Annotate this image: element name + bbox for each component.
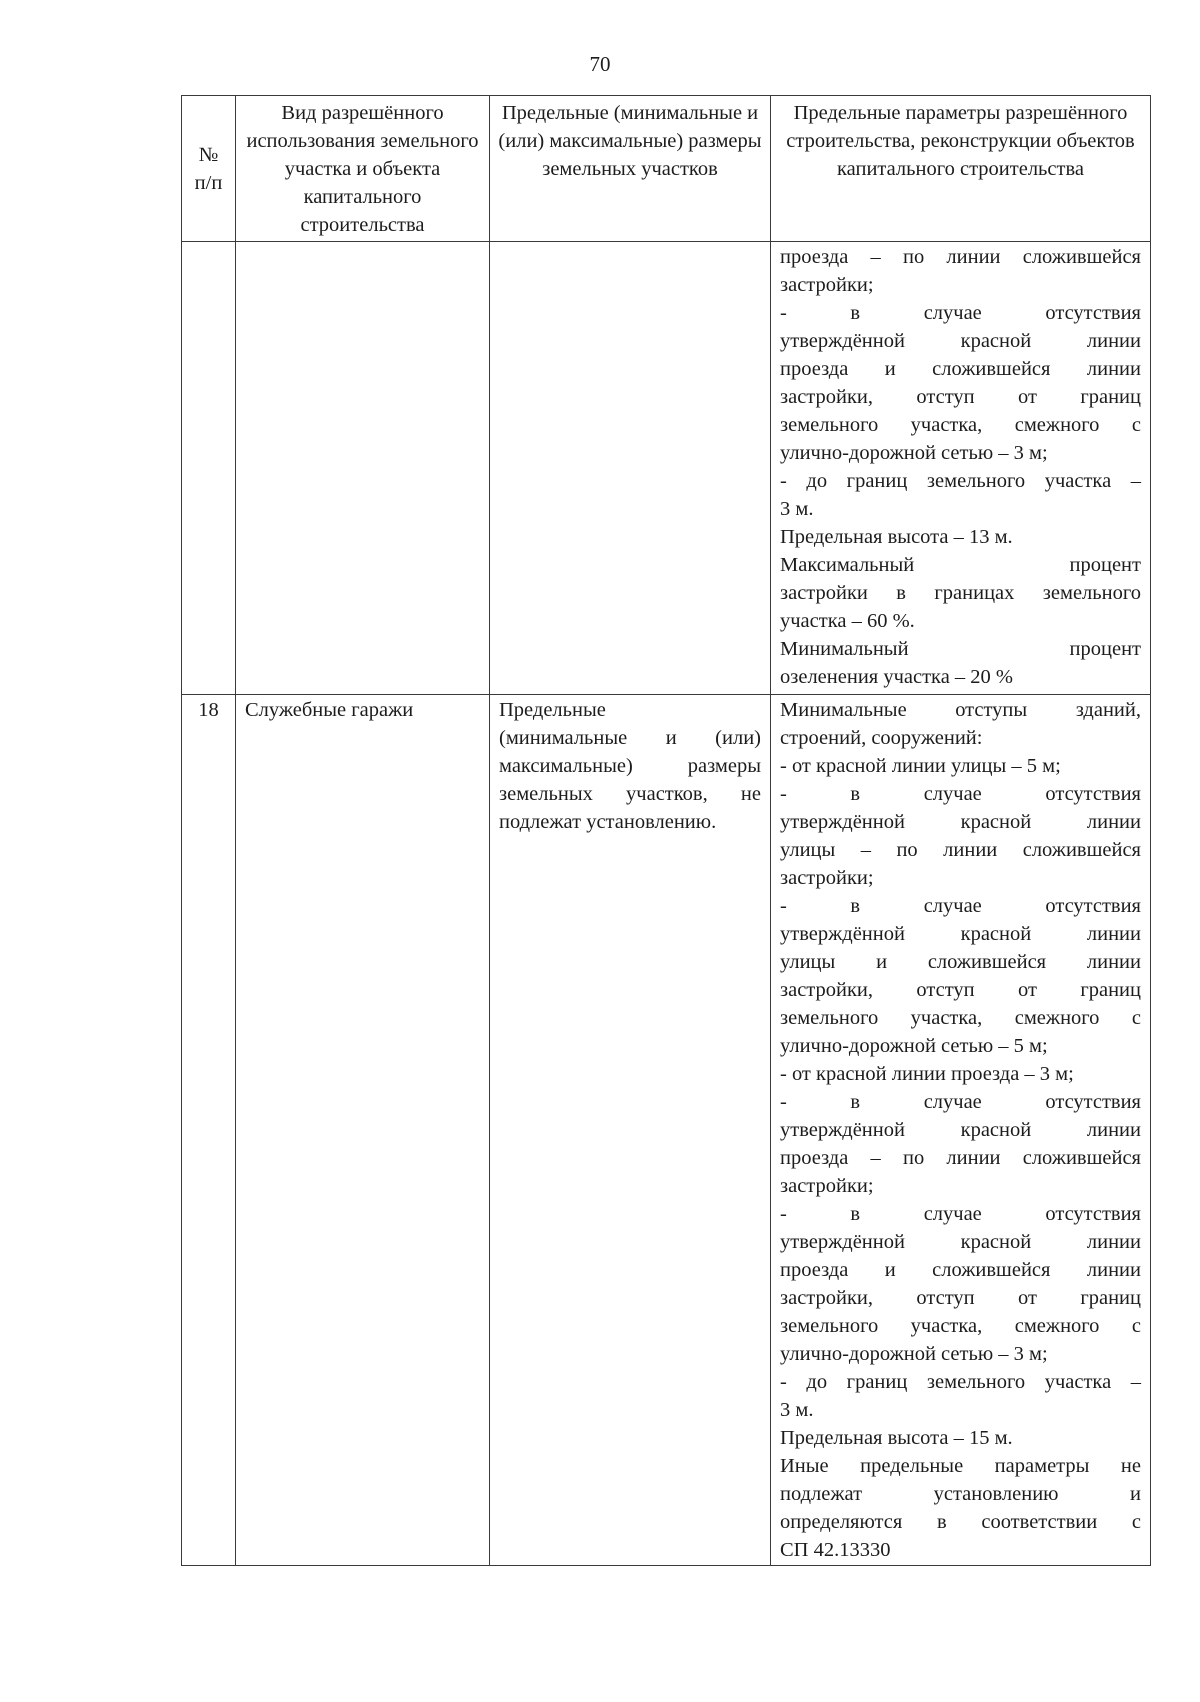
cell-number — [182, 242, 236, 695]
plot-sizes-text — [499, 696, 761, 836]
text-line: утверждённой красной линии — [780, 1119, 1141, 1141]
text-line: озеленения участка – 20 % — [780, 666, 1014, 688]
page-number: 70 — [589, 52, 611, 76]
text-line: 3 м. — [780, 1399, 814, 1421]
text-line: 3 м. — [780, 498, 814, 520]
header-use-kind: Вид разрешённого использования земельного участка и объекта капитального строительства — [236, 96, 490, 242]
parameters-text — [780, 243, 1141, 691]
text-line: - в случае отсутствия — [780, 1203, 1141, 1225]
table-row-continuation — [182, 242, 1151, 695]
text-line: улично-дорожной сетью – 3 м; — [780, 442, 1048, 464]
header-construction-parameters: Предельные параметры разрешённого строительства, реконструкции объектов капитального строительства — [771, 96, 1151, 242]
text-line: утверждённой красной линии — [780, 811, 1141, 833]
text-line: застройки, отступ от границ — [780, 979, 1141, 1001]
text-line: - до границ земельного участка – — [780, 1371, 1141, 1393]
parameters-text — [780, 696, 1141, 1564]
text-line: земельного участка, смежного с — [780, 414, 1141, 436]
text-line: улично-дорожной сетью – 5 м; — [780, 1035, 1048, 1057]
text-line: подлежат установлению. — [499, 811, 717, 833]
text-line: Максимальный процент — [780, 554, 1141, 576]
cell-plot-sizes — [490, 242, 771, 695]
text-line: земельных участков, не — [499, 783, 761, 805]
text-line: проезда – по линии сложившейся — [780, 246, 1141, 268]
text-line: строений, сооружений: — [780, 727, 983, 749]
text-line: проезда и сложившейся линии — [780, 1259, 1141, 1281]
text-line: подлежат установлению и — [780, 1483, 1141, 1505]
text-line: - в случае отсутствия — [780, 1091, 1141, 1113]
text-line: застройки; — [780, 867, 874, 889]
text-line: Иные предельные параметры не — [780, 1455, 1141, 1477]
table-row-18 — [182, 695, 1151, 1566]
table-header-row — [182, 96, 1151, 242]
text-line: - от красной линии проезда – 3 м; — [780, 1063, 1074, 1085]
text-line: утверждённой красной линии — [780, 1231, 1141, 1253]
header-number-symbol: № — [198, 143, 219, 166]
cell-use-kind — [236, 242, 490, 695]
text-line: Предельная высота – 13 м. — [780, 526, 1013, 548]
text-line: застройки; — [780, 274, 874, 296]
text-line: участка – 60 %. — [780, 610, 915, 632]
cell-construction-parameters — [771, 695, 1151, 1566]
text-line: Минимальный процент — [780, 638, 1141, 660]
text-line: утверждённой красной линии — [780, 330, 1141, 352]
header-number-abbr: п/п — [194, 171, 223, 194]
text-line: застройки, отступ от границ — [780, 386, 1141, 408]
text-line: Предельные — [499, 699, 606, 721]
cell-construction-parameters — [771, 242, 1151, 695]
text-line: Минимальные отступы зданий, — [780, 699, 1141, 721]
text-line: улицы – по линии сложившейся — [780, 839, 1141, 861]
text-line: Предельная высота – 15 м. — [780, 1427, 1013, 1449]
text-line: - в случае отсутствия — [780, 302, 1141, 324]
text-line: земельного участка, смежного с — [780, 1315, 1141, 1337]
text-line: определяются в соответствии с — [780, 1511, 1141, 1533]
text-line: застройки, отступ от границ — [780, 1287, 1141, 1309]
land-use-parameters-table — [181, 95, 1151, 1566]
text-line: - от красной линии улицы – 5 м; — [780, 755, 1061, 777]
cell-use-kind: Служебные гаражи — [236, 695, 490, 1566]
header-number — [182, 96, 236, 242]
text-line: улицы и сложившейся линии — [780, 951, 1141, 973]
text-line: проезда и сложившейся линии — [780, 358, 1141, 380]
text-line: земельного участка, смежного с — [780, 1007, 1141, 1029]
text-line: проезда – по линии сложившейся — [780, 1147, 1141, 1169]
text-line: застройки; — [780, 1175, 874, 1197]
cell-plot-sizes — [490, 695, 771, 1566]
text-line: - в случае отсутствия — [780, 895, 1141, 917]
header-plot-sizes: Предельные (минимальные и (или) максимальные) размеры земельных участков — [490, 96, 771, 242]
text-line: улично-дорожной сетью – 3 м; — [780, 1343, 1048, 1365]
text-line: застройки в границах земельного — [780, 582, 1141, 604]
text-line: утверждённой красной линии — [780, 923, 1141, 945]
text-line: (минимальные и (или) — [499, 727, 761, 749]
text-line: СП 42.13330 — [780, 1539, 891, 1561]
cell-number: 18 — [182, 695, 236, 1566]
text-line: - в случае отсутствия — [780, 783, 1141, 805]
text-line: максимальные) размеры — [499, 755, 761, 777]
text-line: - до границ земельного участка – — [780, 470, 1141, 492]
